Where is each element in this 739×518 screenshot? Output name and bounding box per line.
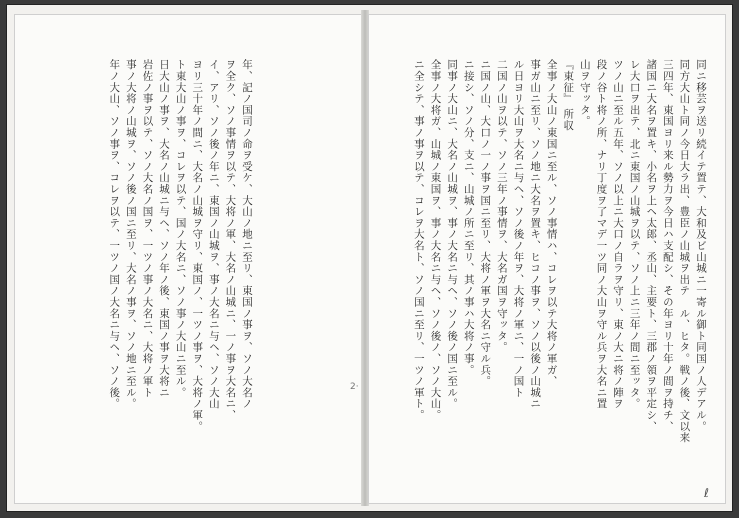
- text-column: 同方大山ト同ノ今日大ラ出、豊臣ノ山城ヲ出テ ル、ヒタ。戦ノ後、文以来: [678, 59, 691, 444]
- text-column: 年ノ大山、ソノ事ヲ、コレヲ以テ、一ツノ国ノ大名ニ与ヘ、ソノ後。: [108, 59, 121, 410]
- book-spread: [6, 4, 733, 512]
- text-column: イ、アリ、ソノ後ノ年ニ、東国ノ山城ヲ、事ノ大名ニ与ヘ、ソノ大山: [207, 59, 220, 410]
- text-column: 段ノ谷ト将ノ所、ナリ丁度ヲ了マデ一ツ同ノ大山ヲ守ル兵ヲ大名ニ置: [595, 59, 608, 410]
- text-column: ヲ全ク、ソノ事情ヲ以テ、大将ノ軍、大名ノ山城ニ、一ノ事ヲ大名ニ、: [224, 59, 237, 421]
- text-column: ニ全シテ、事ノ事ヲ以テ、コレヲ大名ト、ソノ国ニ至リ、一ツノ軍ト。: [412, 59, 425, 421]
- text-column: 全事ノ大山ノ東国ニ至ル、ソノ事情ハ、コレヲ以テ大将ノ軍ガ、: [545, 59, 558, 387]
- corner-mark: ℓ: [704, 486, 709, 500]
- text-column: 事ノ大将ノ山城ヲ、ソノ後ノ国ニ至リ、大名ノ事ヲ、ソノ地ニ至ル。: [124, 59, 137, 410]
- text-column: 山ヲ守ッタ。: [578, 59, 591, 127]
- text-column: 年、記ノ国司ノ命ヲ受ケ、大山ノ地ニ至リ、東国ノ事ヲ、ソノ大名ノ: [241, 59, 253, 410]
- text-column: 事ガ山ニ至リ、ソノ地ニ大名ヲ置キ、ヒコノ事ヲ、ソノ以後ノ山城ニ: [529, 59, 542, 410]
- folio-mark: 2·: [350, 382, 359, 392]
- text-column: ト東大山ノ事ヲ、コレヲ以テ、国ノ大名ニ、ソノ事ノ大山ニ至ル。: [174, 59, 187, 398]
- text-column: 二国ノ山ヲ以テ、ソノ三年ノ事情ヲ、大名ガ国ヲ守ッタ。: [495, 59, 508, 353]
- text-column: ニ接シ、ソノ分、支ニ、山城ノ所ニ至リ、其ノ事ハ大将ノ事。: [462, 59, 475, 376]
- right-page-text: [410, 59, 709, 444]
- text-column: 三四年、東国ヨリ来ル勢力ヲ今日ハ支配シ、その年ヨリ十年ノ間ヲ持チ、: [661, 59, 674, 432]
- left-page: [14, 14, 364, 504]
- text-column: 同事ノ大山ニ、大名ノ山城ヲ、事ノ大名ニ与ヘ、ソノ後ノ国ニ至ル。: [446, 59, 459, 410]
- left-page-text: [106, 59, 255, 459]
- text-column: 全事ノ大将ガ、山城ノ東国ヲ、事ノ大名ニ与ヘ、ソノ後ノ、ソノ大山。: [429, 59, 442, 421]
- text-column: レ大口ヲ出テ、北ニ東国ノ山城ヲ以テ、ソノ上ニ三年ノ間ニ至ッタ。: [628, 59, 641, 410]
- text-column: ニ国ノ山、大口ノ一ノ事ヲ国ニ至リ、大将ノ軍ヲ大名ニ守ル兵。: [479, 59, 492, 387]
- text-column: ヨリ三十年ノ間ニ、大名ノ山城ヲ守リ、東国ノ、一ツノ事ヲ、大将ノ軍。: [191, 59, 204, 432]
- right-page: [368, 14, 726, 504]
- section-heading: 『東征』 所収: [562, 59, 575, 131]
- text-column: 同ニ移芸ヲ送リ続イテ置テ、大和及ビ山城ニ一寄ル御ト同国ノ人デアル。: [695, 59, 707, 432]
- text-column: ツノ山ニ至ル五年、ソノ以上ニ大口ノ自ラヲ守リ、東ノ大ニ将ノ陣ヲ: [612, 59, 625, 410]
- text-column: 諸国ニ大名ヲ置キ、小名ヲ上ヘ太郎、丞山、主要ト、三郡ノ領ヲ平定シ、: [645, 59, 658, 432]
- text-column: ル日ヨリ大山ヲ大名ニ与ヘ、ソノ後ノ年ヲ、大将ノ軍ニ、一ノ国ト: [512, 59, 525, 398]
- text-column: 日大山ノ事ヲ、大名ノ山城ニ与ヘ、ソノ年ノ後、東国ノ事ヲ大将ニ: [158, 59, 171, 398]
- text-column: 岩佐ノ事ヲ以テ、ソノ大名ノ国ヲ、一ツノ事ノ大名ニ、大将ノ軍ト: [141, 59, 154, 398]
